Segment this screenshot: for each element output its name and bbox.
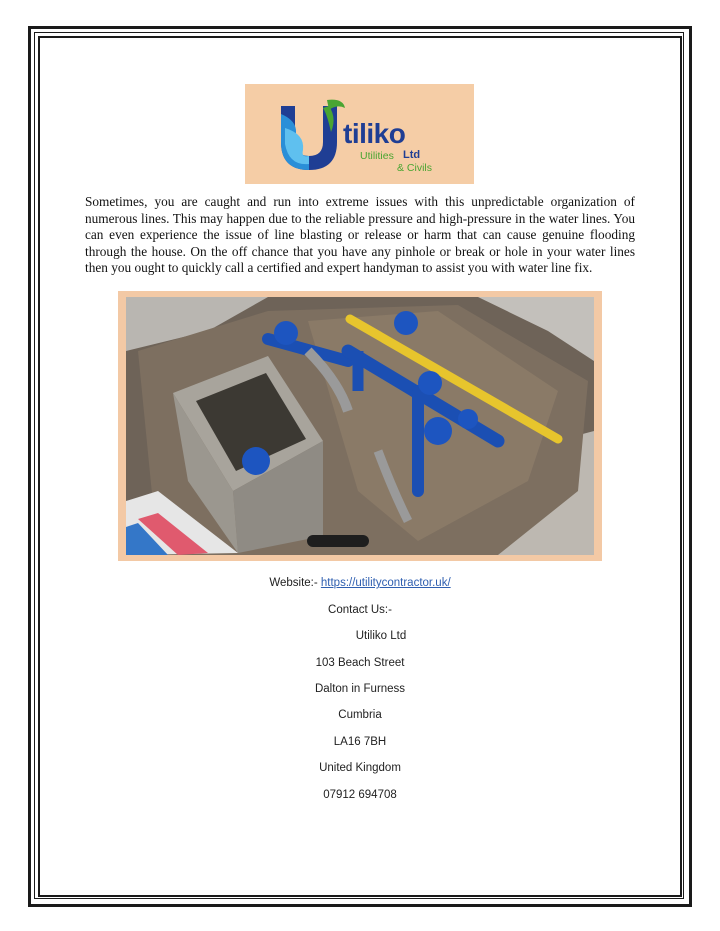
- phone-number: 07912 694708: [323, 789, 397, 801]
- article-paragraph: Sometimes, you are caught and run into extreme issues with this unpredictable organization of numerous lines. This may happen due to the reliable pressure and high-pressure in the water lines. You can even experience the issue of line blasting or release or harm that can cause genuine flooding through the house. On the off chance that you have any pinhole or break or hole in your water lines then you ought to quickly call a certified and expert handyman to assist you with water line fix.: [85, 194, 635, 275]
- address-postcode: LA16 7BH: [333, 736, 387, 748]
- logo-brand-word: tiliko: [343, 118, 406, 149]
- excavation-photo: [118, 291, 602, 561]
- address-town: Dalton in Furness: [314, 683, 406, 695]
- address-county: Cumbria: [338, 709, 382, 721]
- website-line: [0, 576, 720, 590]
- address-street: 103 Beach Street: [315, 657, 405, 669]
- contact-heading: Contact Us:-: [328, 604, 392, 616]
- address-country: United Kingdom: [319, 762, 401, 774]
- website-label: Website:-: [269, 577, 321, 589]
- water-valves-image: [118, 291, 602, 561]
- logo-ltd-text: Ltd: [403, 149, 421, 161]
- company-logo: [245, 84, 474, 184]
- website-link[interactable]: https://utilitycontractor.uk/: [320, 577, 451, 589]
- logo-civils-text: & Civils: [397, 162, 433, 174]
- logo-utilities-text: Utilities: [360, 150, 394, 162]
- company-name: Utiliko Ltd: [355, 630, 407, 642]
